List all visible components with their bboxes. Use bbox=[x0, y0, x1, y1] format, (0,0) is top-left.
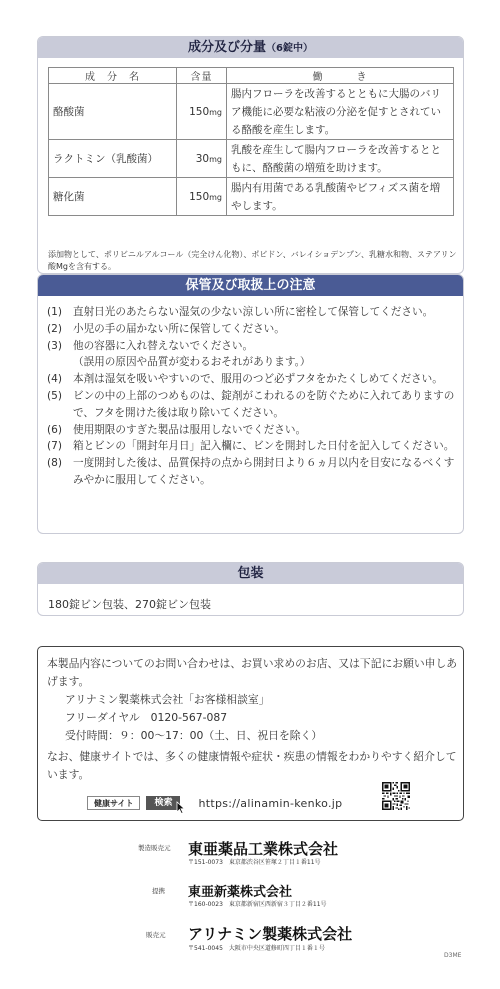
contact-body bbox=[47, 655, 459, 784]
ingredient-amount bbox=[177, 140, 227, 178]
contact-freedial: フリーダイヤル 0120-567-087 bbox=[65, 711, 228, 724]
ingredient-name: 糖化菌 bbox=[49, 178, 177, 216]
list-item bbox=[47, 388, 459, 422]
search-row bbox=[87, 792, 342, 814]
ingredients-header bbox=[38, 37, 463, 58]
item-text: 小児の手の届かない所に保管してください。 bbox=[73, 322, 285, 335]
list-item bbox=[47, 438, 459, 455]
company-role: 提携 bbox=[152, 887, 165, 895]
ingredient-amount bbox=[177, 178, 227, 216]
item-number: (6) bbox=[47, 423, 63, 436]
ingredient-action: 腸内有用菌である乳酸菌やビフィズス菌を増やします。 bbox=[227, 178, 454, 216]
ingredients-title: 成分及び分量 bbox=[188, 40, 267, 55]
table-row bbox=[49, 140, 454, 178]
table-row bbox=[49, 84, 454, 140]
item-text: 使用期限のすぎた製品は服用しないでください。 bbox=[73, 423, 307, 436]
packaging-text: 180錠ビン包装、270錠ビン包装 bbox=[48, 598, 211, 611]
list-item bbox=[47, 422, 459, 439]
qr-code-icon[interactable] bbox=[382, 782, 410, 810]
list-item bbox=[47, 304, 459, 321]
item-text: ビンの中の上部のつめものは、錠剤がこわれるのを防ぐために入れてありますので、フタを開けた後は取り除いてください。 bbox=[73, 389, 455, 419]
item-number: (2) bbox=[47, 322, 63, 335]
health-site-note: なお、健康サイトでは、多くの健康情報や症状・疾患の情報をわかりやすく紹介しています。 bbox=[47, 750, 457, 781]
ingredient-name: 酪酸菌 bbox=[49, 84, 177, 140]
item-number: (3) bbox=[47, 339, 63, 352]
column-header-name: 成 分 名 bbox=[49, 68, 177, 84]
company-address: 〒151-0073 東京都渋谷区笹塚２丁目１番11号 bbox=[188, 859, 321, 866]
item-main-text: 他の容器に入れ替えないでください。 bbox=[73, 339, 254, 352]
item-text: 本剤は湿気を吸いやすいので、服用のつど必ずフタをかたくしめてください。 bbox=[73, 373, 443, 386]
item-number: (8) bbox=[47, 457, 63, 470]
item-text: 一度開封した後は、品質保持の点から開封日より６ヵ月以内を目安になるべくすみやかに服用してください。 bbox=[73, 457, 455, 486]
contact-box bbox=[37, 646, 464, 821]
item-number: (5) bbox=[47, 389, 63, 402]
precautions-panel bbox=[37, 274, 464, 534]
company-role: 販売元 bbox=[146, 931, 166, 939]
precautions-list bbox=[47, 304, 459, 489]
ingredient-action: 腸内フローラを改善するとともに大腸のバリア機能に必要な粘液の分泌を促すとされている酪酸を産生します。 bbox=[227, 84, 454, 140]
list-item bbox=[47, 338, 459, 372]
list-item bbox=[47, 321, 459, 338]
ingredient-name: ラクトミン（乳酸菌） bbox=[49, 140, 177, 178]
additives-note: 添加物として、ポリビニルアルコール（完全けん化物）、ポビドン、バレイショデンプン、乳糖水和物、ステアリン酸Mgを含有する。 bbox=[48, 250, 457, 271]
amount-value: 30 bbox=[195, 152, 210, 165]
table-row bbox=[49, 178, 454, 216]
item-text: 箱とビンの「開封年月日」記入欄に、ビンを開封した日付を記入してください。 bbox=[73, 440, 455, 453]
company-address: 〒160-0023 東京都新宿区西新宿３丁目２番11号 bbox=[188, 901, 327, 908]
site-url[interactable]: https://alinamin-kenko.jp bbox=[198, 796, 343, 810]
company-name: 東亜新薬株式会社 bbox=[188, 885, 293, 900]
ingredients-title-note: （6錠中） bbox=[266, 43, 313, 54]
item-sub-text: （誤用の原因や品質が変わるおそれがあります。） bbox=[73, 356, 311, 369]
search-button[interactable]: 検索 bbox=[146, 796, 180, 810]
amount-unit: mg bbox=[209, 192, 222, 202]
document-code: D3ME bbox=[444, 952, 462, 959]
packaging-panel bbox=[37, 562, 464, 616]
precautions-header: 保管及び取扱上の注意 bbox=[38, 275, 463, 296]
company-name: アリナミン製薬株式会社 bbox=[188, 925, 353, 943]
ingredient-action: 乳酸を産生して腸内フローラを改善するとともに、酪酸菌の増殖を助けます。 bbox=[227, 140, 454, 178]
item-text: 直射日光のあたらない湿気の少ない涼しい所に密栓して保管してください。 bbox=[73, 306, 434, 318]
amount-value: 150 bbox=[189, 190, 210, 203]
table-header-row bbox=[49, 68, 454, 84]
item-number: (7) bbox=[47, 440, 63, 453]
company-name: 東亜薬品工業株式会社 bbox=[188, 840, 339, 858]
list-item bbox=[47, 455, 459, 489]
item-text bbox=[73, 338, 459, 372]
ingredient-amount bbox=[177, 84, 227, 140]
contact-company: アリナミン製薬株式会社「お客様相談室」 bbox=[65, 693, 270, 706]
cursor-icon bbox=[176, 801, 186, 814]
packaging-header: 包装 bbox=[38, 563, 463, 584]
ingredients-panel bbox=[37, 36, 464, 274]
contact-intro: 本製品内容についてのお問い合わせは、お買い求めのお店、又は下記にお願い申しあげます。 bbox=[47, 657, 458, 688]
amount-unit: mg bbox=[209, 107, 222, 117]
company-role: 製造販売元 bbox=[138, 844, 171, 852]
column-header-amount: 含量 bbox=[177, 68, 227, 84]
item-number: (1) bbox=[47, 306, 63, 318]
amount-unit: mg bbox=[209, 154, 222, 164]
contact-hours: 受付時間：９：00～17：00（土、日、祝日を除く） bbox=[65, 729, 323, 742]
column-header-action: 働 き bbox=[227, 68, 454, 84]
list-item bbox=[47, 371, 459, 388]
item-number: (4) bbox=[47, 373, 63, 386]
health-site-label: 健康サイト bbox=[87, 796, 140, 810]
amount-value: 150 bbox=[189, 105, 210, 118]
company-address: 〒541-0045 大阪市中央区道修町四丁目１番１号 bbox=[188, 945, 325, 952]
ingredients-table bbox=[48, 67, 454, 216]
